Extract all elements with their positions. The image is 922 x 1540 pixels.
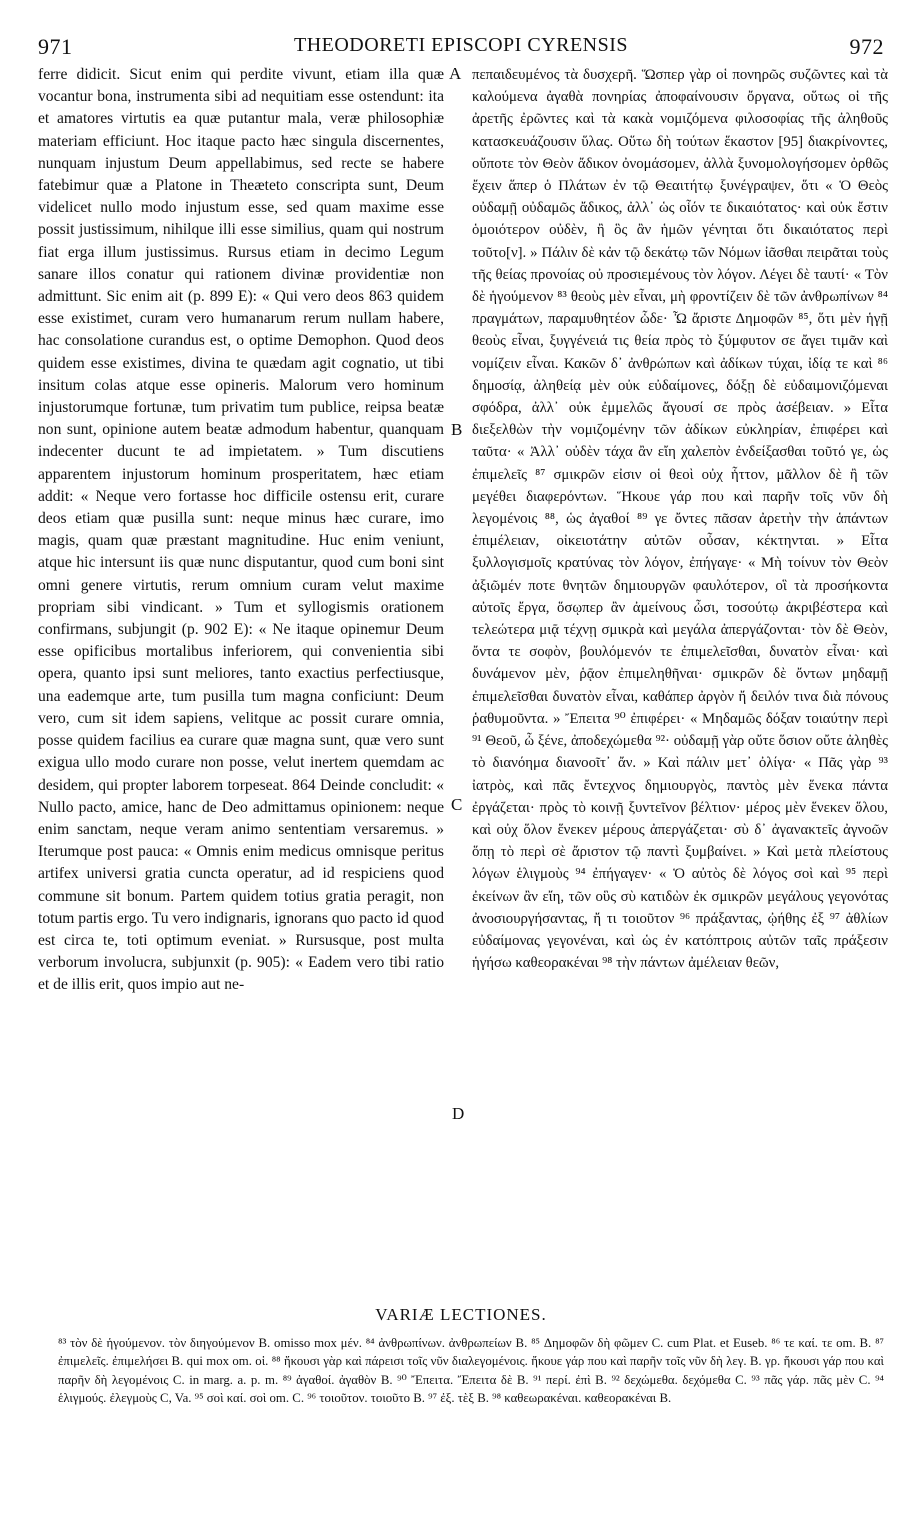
variae-lectiones-title: VARIÆ LECTIONES. (375, 1305, 547, 1324)
margin-letter-a: A (449, 64, 462, 83)
variae-lectiones (58, 1334, 884, 1408)
running-title: THEODORETI EPISCOPI CYRENSIS (293, 34, 629, 56)
page-header (38, 34, 884, 62)
greek-text: πεπαιδευμένος τὰ δυσχερῆ. Ὥσπερ γὰρ οἱ πονηρῶς συζῶντες καὶ τὰ καλούμενα ἀγαθὰ πονηρίας ἀποφαίνουσιν ὄργανα, οὕτως οἱ τῆς ἀρετῆς ἐρῶντες καὶ τὰ κακὰ νομιζόμενα φιλοσοφίας τῆς ἀληθοῦς κατασκευάζουσιν ὕλας. Οὕτω δὴ τούτων ἕκαστον [95] διακρίνοντες, οὔποτε τὸν Θεὸν ἄδικον ὀνομάσομεν, ἀλλὰ ξυνομολογήσομεν ὀρθῶς ἔχειν ἅπερ ὁ Πλάτων ἐν τῷ Θεαιτήτῳ ξυνέγραψεν, ὅτι « Ὁ Θεὸς οὐδαμῇ οὐδαμῶς ἄδικος, ἀλλ᾽ ὡς οἷόν τε δικαιότατος· καὶ οὐκ ἔστιν ὁμοιότερον οὐδὲν, ἢ ὃς ἂν ἡμῶν γένηται ὅτι δικαιότατος περὶ τοῦτο[ν]. » Πάλιν δὲ κἀν τῷ δεκάτῳ τῶν Νόμων ἰᾶσθαι πειρᾶται τοὺς τῆς θείας προνοίας οὐ προσιεμένους τὸν λόγον. Λέγει δὲ ταυτί· « Τὸν δὲ ἡγούμενον ⁸³ θεοὺς μὲν εἶναι, μὴ φροντίζειν δὲ τῶν ἀνθρωπίνων ⁸⁴ πραγμάτων, παραμυθητέον ὧδε· Ὦ ἄριστε Δημοφῶν ⁸⁵, ὅτι μὲν ἡγῇ θεοὺς εἶναι, ξυγγένειά τις θεία πρὸς τὸ ξύμφυτον σε ἄγει τιμᾶν καὶ νομίζειν εἶναι. Κακῶν δ᾽ ἀνθρώπων καὶ ἀδίκων τύχαι, ἰδίᾳ τε καὶ ⁸⁶ δημοσίᾳ, ἀληθείᾳ μὲν οὐκ εὐδαίμονες, δόξῃ δὲ εὐδαιμονιζόμεναι σφόδρα, ἀλλ᾽ οὐκ ἐμμελῶς ἄγουσί σε πρὸς ἀσέβειαν. » Εἶτα διεξελθὼν τὴν νομιζομένην τῶν ἀδίκων εὐκληρίαν, ἐπιφέρει καὶ ταῦτα· « Ἀλλ᾽ οὐδὲν τάχα ἂν εἴη χαλεπὸν ἐνδείξασθαι τοῦτό γε, ὡς ἐπιμελεῖς ⁸⁷ σμικρῶν εἰσιν οἱ θεοὶ οὐχ ἧττον, μᾶλλον δὲ ἢ τῶν μεγέθει διαφερόντων. Ἥκουε γάρ που καὶ παρῆν τοῖς νῦν δὴ λεγομένοις ⁸⁸, ὡς ἀγαθοί ⁸⁹ γε ὄντες πᾶσαν ἀρετὴν τὴν ἁπάντων ἐπιμέλειαν, οἰκειοτάτην αὐτῶν οὖσαν, κέκτηνται. » Εἶτα ξυλλογισμοῖς κρατύνας τὸν λόγον, ἐπήγαγε· « Μὴ τοίνυν τὸν Θεὸν ἀξιῶμέν ποτε θνητῶν δημιουργῶν φαυλότερον, οἳ τὰ προσήκοντα αὐτοῖς ἔργα, ὅσῳπερ ἂν ἀμείνους ὦσι, τοσούτῳ ἀκριβέστερα καὶ τελεώτερα μιᾷ τέχνῃ σμικρὰ καὶ μεγάλα ἀπεργάζονται· τὸν δὲ Θεὸν, ὄντα τε σοφὸν, βουλόμενόν τε ἐπιμελεῖσθαι, δυνατὸν εἶναι· καὶ δυνάμενον μὲν, ῥᾷον ἐπιμεληθῆναι· σμικρῶν δὲ ὄντων μηδαμῇ ἐπιμελεῖσθαι δυνατὸν εἶναι, καθάπερ ἀργὸν ἤ δειλόν τινα διὰ πόνους ῥαθυμοῦντα. » Ἔπειτα ⁹⁰ ἐπιφέρει· « Μηδαμῶς δόξαν τοιαύτην περὶ ⁹¹ Θεοῦ, ὦ ξένε, ἀποδεχώμεθα ⁹²· οὐδαμῇ γὰρ οὔτε ὅσιον οὔτε ἀληθὲς τὸ διανόημα διανοοῖτ᾽ ἄν. » Καὶ πάλιν μετ᾽ ὀλίγα· « Πᾶς γὰρ ⁹³ ἰατρὸς, καὶ πᾶς ἔντεχνος δημιουργὸς, παντὸς μὲν ἕνεκα πάντα ἐργάζεται· πρὸς τὸ κοινῇ ξυντεῖνον βέλτιον· μέρος μὲν ἕνεκεν ὅλου, καὶ οὐχ ὅλον ἕνεκεν μέρους ἀπεργάζεται· σὺ δ᾽ ἀγανακτεῖς ἀγνοῶν ὅπῃ τὸ περὶ σὲ ἄριστον τῷ παντὶ ξυμβαίνει. » Καὶ μετὰ πλείστους λόγων ἑλιγμοὺς ⁹⁴ ἐπήγαγεν· « Ὁ αὐτὸς δὲ λόγος σοὶ καὶ ⁹⁵ περὶ ἐκείνων ἂν εἴη, τῶν οὓς σὺ κατιδὼν ἐκ σμικρῶν μεγάλους γεγονότας ἀνοσιουργήσαντας, ἤ τι τοιοῦτον ⁹⁶ πράξαντας, ᾠήθης ἐξ ⁹⁷ ἀθλίων εὐδαίμονας γεγονέναι, καὶ ὡς ἐν κατόπτροις αὐτῶν ταῖς πράξεσιν ἡγήσω καθεορακέναι ⁹⁸ τὴν πάντων ἀμέλειαν θεῶν, (472, 67, 888, 972)
margin-letter-d: D (452, 1104, 465, 1123)
margin-letter-c: C (451, 795, 463, 814)
latin-text: ferre didicit. Sicut enim qui perdite vivunt, etiam illa quæ vocantur bona, instrumenta sibi ad nequitiam esse ostendunt: ita et amatores virtutis ea quæ putantur mala, veræ philosophiæ materiam efficiunt. Hoc itaque pacto hæc singula discernentes, nunquam injustum Deum appellabimus, sed recte se habere fatebimur quæ a Platone in Theæteto conscripta sunt, Deum videlicet nullo modo injustum esse, sed quam maxime esse possit justissimum, nihilque illi esse similius, quam qui nostrum fiat erga illum justissimus. Rursus etiam in decimo Legum sanare illos conatur qui rationem divinæ providentiæ non admittunt. Sic enim ait (p. 899 E): « Qui vero deos 863 quidem esse existimet, curam vero humanarum rerum nullam habere, hac consolatione curandus est, o optime Demophon. Quod deos quidem esse existimes, divina te quædam agit cognatio, ut tibi insitum colas atque esse opineris. Malorum vero hominum injustorumque fortunæ, tum privatim tum publice, reipsa beatæ non sunt, opinione autem beatæ admodum habentur, quanquam indecenter ducunt te ad impietatem. » Tum discutiens apparentem injustorum hominum prosperitatem, hæc etiam addit: « Neque vero fortasse hoc difficile ostensu erit, curare deos etiam quæ pusilla sunt: neque minus hæc curare, imo magis, quam quæ præstant magnitudine. Huc enim veniunt, atque hic intersunt iis quæ nunc disputantur, quod cum boni sint omni genere virtutis, rerum omnium curam velut maxime propriam sibi vindicant. » Tum et syllogismis orationem confirmans, subjungit (p. 902 E): « Ne itaque opinemur Deum esse opificibus mortalibus inferiorem, qui convenientia sibi opera, quanto ipsi sunt meliores, tanto exactius perfectiusque, una eademque arte, tum pusilla tum magna conficiunt: Deum vero, cum sit idem sapiens, velitque ac possit curare omnia, posse quidem facilius ea curare quæ magna sunt, quæ vero sunt exigua ullo modo curare non posse, velut inertem quemdam ac desidem, qui propter laborem torpeseat. 864 Deinde concludit: « Nullo pacto, amice, hanc de Deo admittamus opinionem: neque enim sanctam, neque veram animo sententiam versaremus. » Iterumque post pauca: « Omnis enim medicus omnisque peritus artifex universi gratia cuncta operatur, ad id respiciens quod commune sit bonum. Partem quidem totius gratia peragit, non totum partis ergo. Tu vero indignaris, ignorans quo pacto id quod est circa te, toti optimum eveniat. » Rursusque, post multa verborum involucra, subjunxit (p. 905): « Eadem vero tibi ratio et de illis erit, quos impio aut ne- (38, 66, 444, 994)
greek-column (472, 64, 888, 1286)
page-number-right: 972 (849, 34, 884, 59)
margin-letter-b: B (451, 420, 463, 439)
variae-lectiones-text: ⁸³ τὸν δὲ ἡγούμενον. τὸν διηγούμενον B. omisso mox μέν. ⁸⁴ ἀνθρωπίνων. ἀνθρωπείων B. ⁸⁵ Δημοφῶν δὴ φῶμεν C. cum Plat. et Euseb. ⁸⁶ τε καί. τε om. B. ⁸⁷ ἐπιμελεῖς. ἐπιμελήσει B. qui mox om. οἱ. ⁸⁸ ἥκουσι γὰρ καὶ πάρεισι τοῖς νῦν διαλεγομένοις. ἤκουε γάρ που καὶ παρῆν τοῖς νῦν δὴ λεγ. B. γρ. ἥκουσι γάρ που καὶ παρῆν δὴ λεγομένοις C. in marg. a. p. m. ⁸⁹ ἀγαθοί. ἀγαθὸν B. ⁹⁰ Ἔπειτα. Ἔπειτα δὲ B. ⁹¹ περί. ἐπὶ B. ⁹² δεχώμεθα. δεχόμεθα C. ⁹³ πᾶς γάρ. πᾶς μὲν C. ⁹⁴ ἑλιγμούς. ἐλεγμοὺς C, Va. ⁹⁵ σοὶ καί. σοὶ om. C. ⁹⁶ τοιοῦτον. τοιοῦτο B. ⁹⁷ ἐξ. τὲξ B. ⁹⁸ καθεωρακέναι. καθεορακέναι B. (58, 1336, 884, 1406)
latin-column (38, 64, 444, 1286)
page-number-left: 971 (38, 34, 73, 59)
